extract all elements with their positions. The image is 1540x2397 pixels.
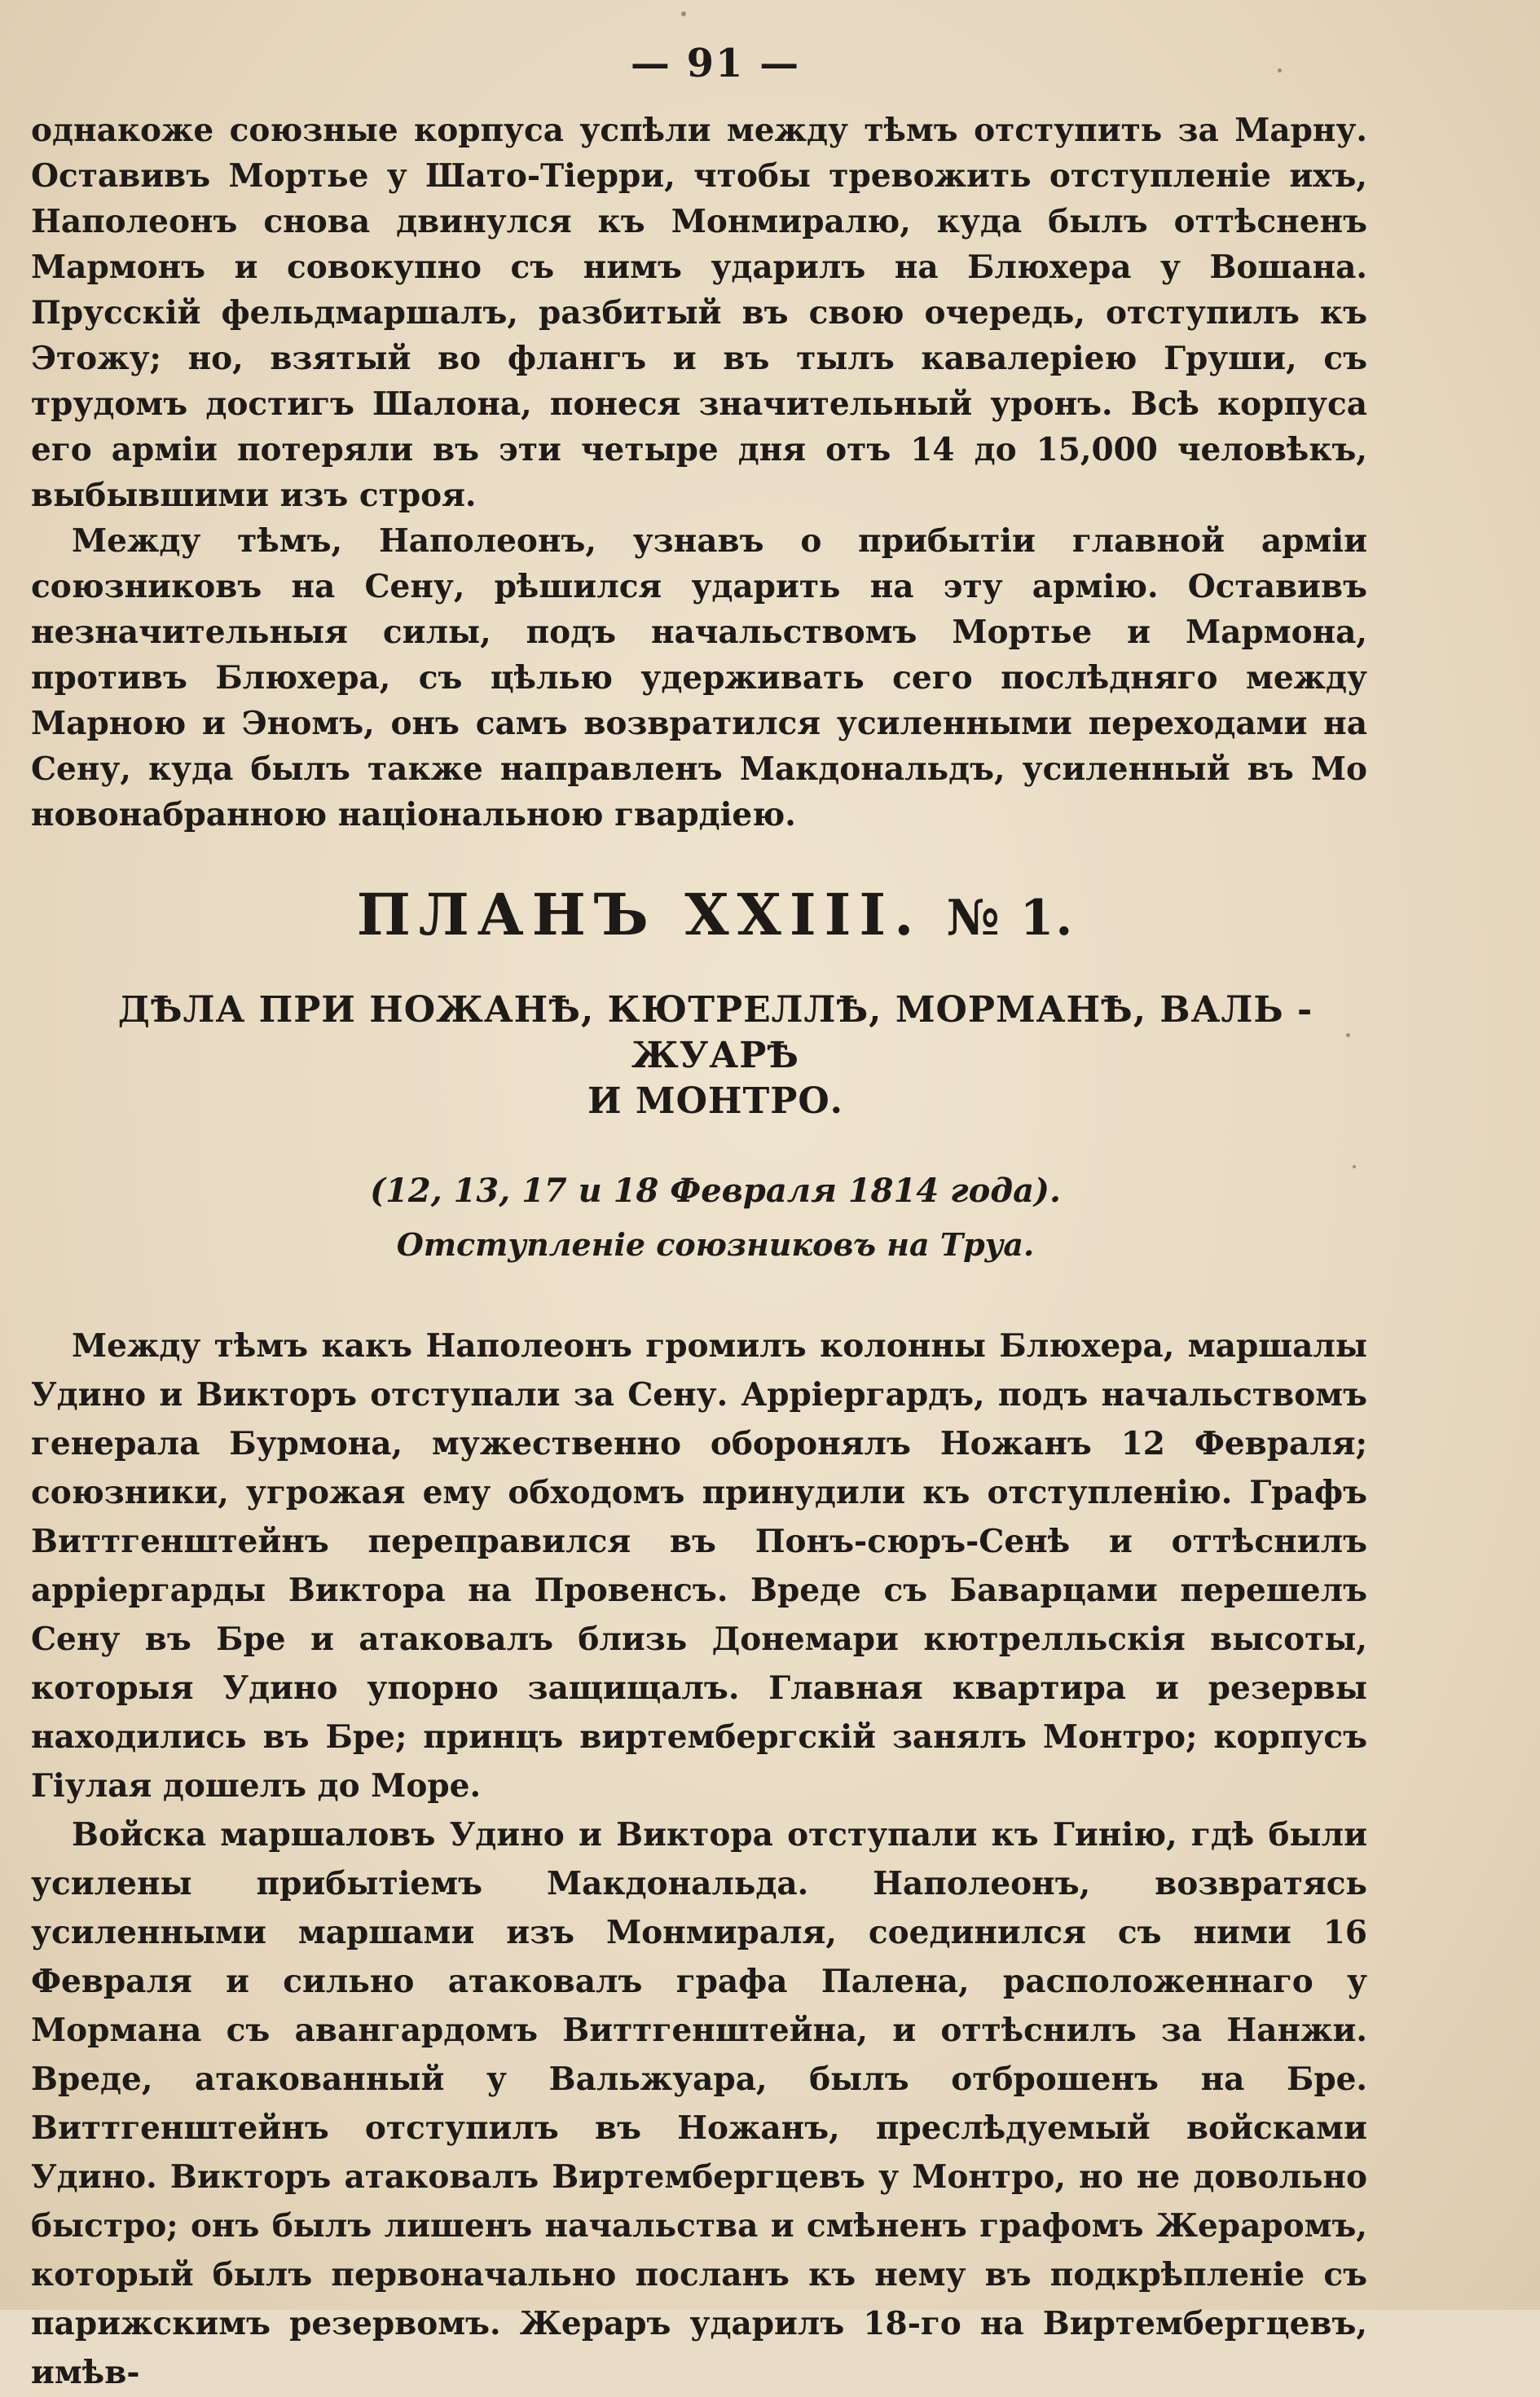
plan-title: ПЛАНЪ XXIII. (356, 881, 922, 948)
section-subtitle (31, 987, 1367, 1124)
ink-speck (681, 11, 686, 16)
page-number: — 91 — (630, 41, 801, 86)
paragraph-2: Между тѣмъ, Наполеонъ, узнавъ о прибытіи главной арміи союзниковъ на Сену, рѣшился ударить на эту армію. Оставивъ незначительныя силы, подъ начальствомъ Мортье и Мармона, противъ Блюхера, съ цѣлью удерживать сего послѣдняго между Марною и Эномъ, онъ самъ возвратился усиленными переходами на Сену, куда былъ также направленъ Макдональдъ, усиленный въ Мо новонабранною національною гвардіею. (31, 522, 1367, 833)
page-content (31, 41, 1367, 2397)
subtitle-line-1: ДѢЛА ПРИ НОЖАНѢ, КЮТРЕЛЛѢ, МОРМАНѢ, ВАЛЬ - ЖУАРѢ (117, 989, 1313, 1076)
plan-number: № 1. (946, 890, 1075, 947)
spacer (31, 838, 1367, 878)
paragraph-4: Войска маршаловъ Удино и Виктора отступали къ Гинію, гдѣ были усилены прибытіемъ Макдональда. Наполеонъ, возвратясь усиленными маршами изъ Монмираля, соединился съ ними 16 Февраля и сильно атаковалъ графа Палена, расположеннаго у Мормана съ авангардомъ Виттгенштейна, и оттѣснилъ за Нанжи. Вреде, атакованный у Вальжуара, былъ отброшенъ на Бре. Виттгенштейнъ отступилъ въ Ножанъ, преслѣдуемый войсками Удино. Викторъ атаковалъ Виртембергцевъ у Монтро, но не довольно быстро; онъ былъ лишенъ начальства и смѣненъ графомъ Жераромъ, который былъ первоначально посланъ къ нему въ подкрѣпленіе съ парижскимъ резервомъ. Жераръ ударилъ 18-го на Виртембергцевъ, имѣв- (31, 1816, 1367, 2391)
section-dates: (12, 13, 17 и 18 Февраля 1814 года). (370, 1172, 1061, 1210)
subtitle-line-2: И МОНТРО. (587, 1080, 843, 1122)
retreat-heading: Отступленіе союзниковъ на Труа. (396, 1226, 1035, 1263)
paragraph-3: Между тѣмъ какъ Наполеонъ громилъ колонны Блюхера, маршалы Удино и Викторъ отступали за Сену. Арріергардъ, подъ начальствомъ генерала Бурмона, мужественно оборонялъ Ножанъ 12 Февраля; союзники, угрожая ему обходомъ принудили къ отступленію. Графъ Виттгенштейнъ переправился въ Понъ-сюръ-Сенѣ и оттѣснилъ арріергарды Виктора на Провенсъ. Вреде съ Баварцами перешелъ Сену въ Бре и атаковалъ близь Донемари кютрелльскія высоты, которыя Удино упорно защищалъ. Главная квартира и резервы находились въ Бре; принцъ виртембергскій занялъ Монтро; корпусъ Гіулая дошелъ до Море. (31, 1327, 1367, 1805)
plan-heading (31, 878, 1367, 955)
spacer (31, 1263, 1367, 1322)
paragraph-1: однакоже союзные корпуса успѣли между тѣмъ отступить за Марну. Оставивъ Мортье у Шато-Тіерри, чтобы тревожить отступленіе ихъ, Наполеонъ снова двинулся къ Монмиралю, куда былъ оттѣсненъ Мармонъ и совокупно съ нимъ ударилъ на Блюхера у Вошана. Прусскій фельдмаршалъ, разбитый въ свою очередь, отступилъ къ Этожу; но, взятый во флангъ и въ тылъ кавалеріею Груши, съ трудомъ достигъ Шалона, понеся значительный уронъ. Всѣ корпуса его арміи потеряли въ эти четыре дня отъ 14 до 15,000 человѣкъ, выбывшими изъ строя. (31, 112, 1367, 514)
